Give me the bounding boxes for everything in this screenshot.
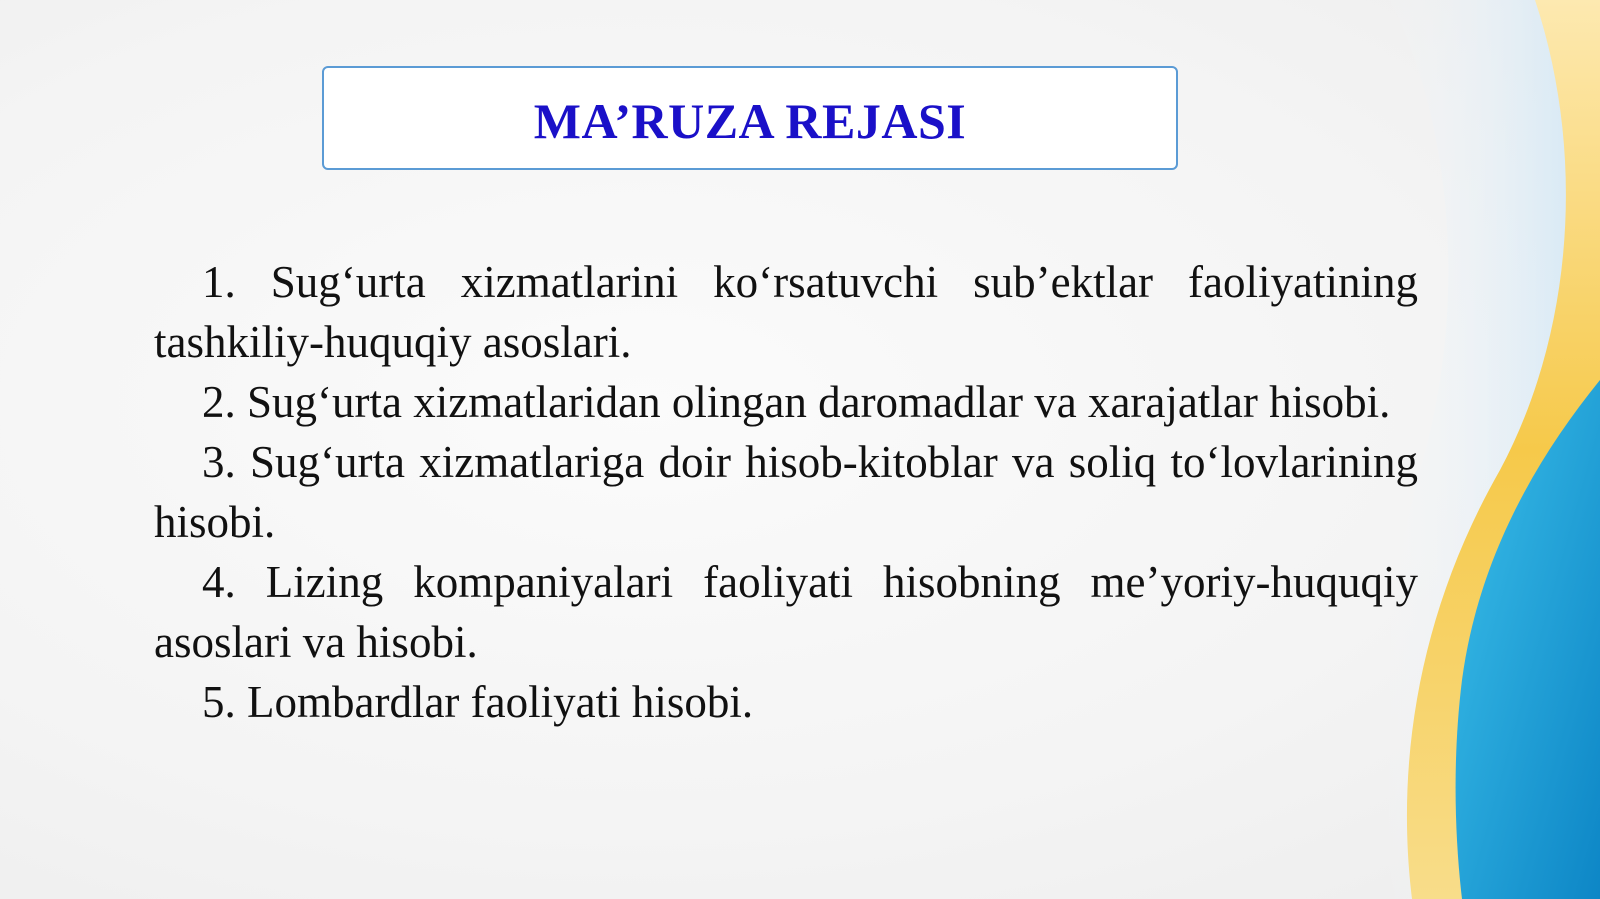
plan-item-2: 2. Sug‘urta xizmatlaridan olingan daromadlar va xarajatlar hisobi. bbox=[202, 377, 1391, 427]
plan-item-3: 3. Sug‘urta xizmatlariga doir hisob-kitoblar va soliq to‘lovlarining hisobi. bbox=[154, 437, 1418, 547]
plan-item-4: 4. Lizing kompaniyalari faoliyati hisobning me’yoriy-huquqiy asoslari va hisobi. bbox=[154, 557, 1418, 667]
lecture-plan-list bbox=[154, 252, 1418, 732]
plan-item-1: 1. Sug‘urta xizmatlarini ko‘rsatuvchi sub’ektlar faoliyatining tashkiliy-huquqiy asoslari. bbox=[154, 257, 1418, 367]
plan-item-5: 5. Lombardlar faoliyati hisobi. bbox=[202, 677, 754, 727]
slide-title: MA’RUZA REJASI bbox=[533, 93, 967, 149]
title-box bbox=[322, 66, 1178, 170]
